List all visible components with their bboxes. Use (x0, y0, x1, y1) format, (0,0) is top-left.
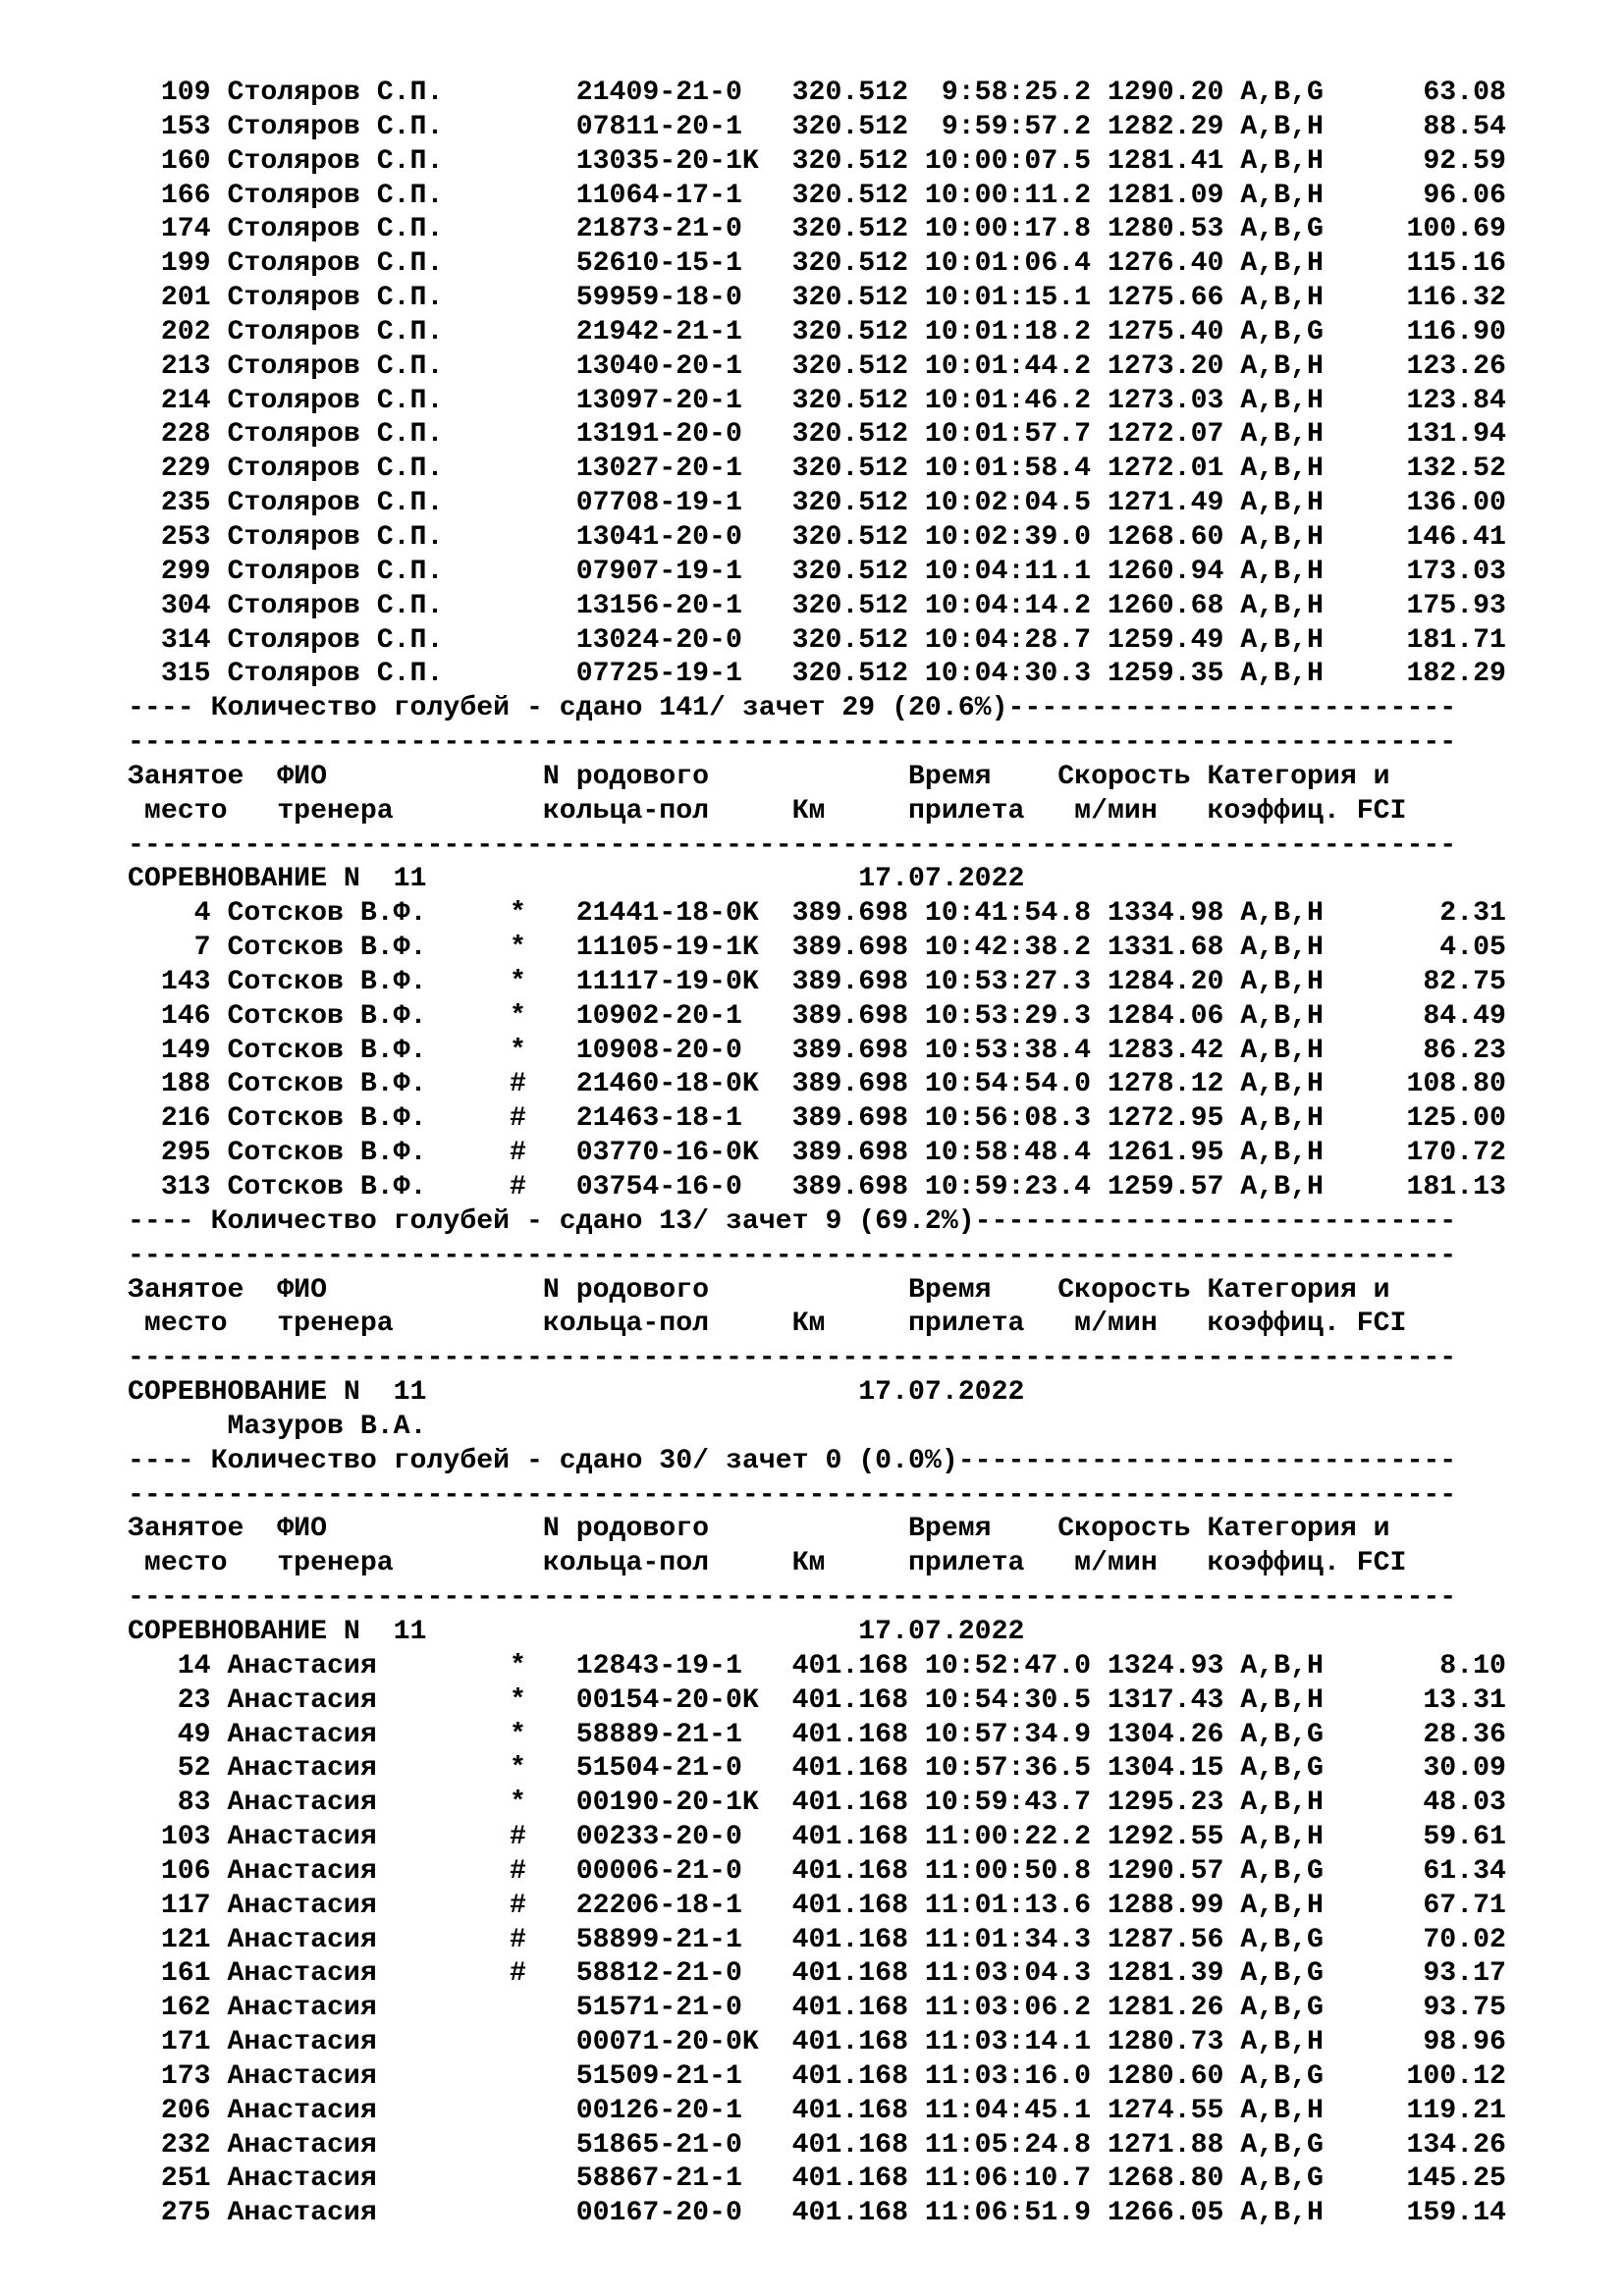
result-row: 304 Столяров С.П. 13156-20-1 320.512 10:04:14.2 1260.68 A,B,H 175.93 (128, 590, 1506, 621)
column-header-line: место тренера кольца-пол Км прилета м/мин коэффиц. FCI (128, 1548, 1407, 1579)
result-row: 162 Анастасия 51571-21-0 401.168 11:03:06.2 1281.26 A,B,G 93.75 (128, 1993, 1506, 2024)
column-header-line: Занятое ФИО N родового Время Скорость Категория и (128, 1514, 1390, 1545)
separator-line: -------------------------------------------------------------------------------- (128, 727, 1457, 759)
result-row: 201 Столяров С.П. 59959-18-0 320.512 10:01:15.1 1275.66 A,B,H 116.32 (128, 283, 1506, 314)
result-row: 153 Столяров С.П. 07811-20-1 320.512 9:59:57.2 1282.29 A,B,H 88.54 (128, 111, 1506, 142)
result-row: 206 Анастасия 00126-20-1 401.168 11:04:45.1 1274.55 A,B,H 119.21 (128, 2095, 1506, 2126)
result-row: 49 Анастасия * 58889-21-1 401.168 10:57:34.9 1304.26 A,B,G 28.36 (128, 1719, 1506, 1750)
result-row: 199 Столяров С.П. 52610-15-1 320.512 10:01:06.4 1276.40 A,B,H 115.16 (128, 248, 1506, 280)
result-row: 251 Анастасия 58867-21-1 401.168 11:06:10.7 1268.80 A,B,G 145.25 (128, 2163, 1506, 2195)
competition-header-line: СОРЕВНОВАНИЕ N 11 17.07.2022 (128, 1616, 1025, 1647)
separator-line: -------------------------------------------------------------------------------- (128, 1479, 1457, 1511)
result-row: 109 Столяров С.П. 21409-21-0 320.512 9:58:25.2 1290.20 A,B,G 63.08 (128, 78, 1506, 108)
result-row: 103 Анастасия # 00233-20-0 401.168 11:00:22.2 1292.55 A,B,H 59.61 (128, 1822, 1506, 1853)
result-row: 83 Анастасия * 00190-20-1K 401.168 10:59:43.7 1295.23 A,B,H 48.03 (128, 1788, 1506, 1819)
result-row: 7 Сотсков В.Ф. * 11105-19-1K 389.698 10:42:38.2 1331.68 A,B,H 4.05 (128, 933, 1506, 964)
result-row: 315 Столяров С.П. 07725-19-1 320.512 10:04:30.3 1259.35 A,B,H 182.29 (128, 659, 1506, 690)
separator-line: -------------------------------------------------------------------------------- (128, 1582, 1457, 1614)
result-row: 106 Анастасия # 00006-21-0 401.168 11:00:50.8 1290.57 A,B,G 61.34 (128, 1855, 1506, 1887)
result-row: 295 Сотсков В.Ф. # 03770-16-0K 389.698 10:58:48.4 1261.95 A,B,H 170.72 (128, 1138, 1506, 1169)
column-header-line: Занятое ФИО N родового Время Скорость Категория и (128, 761, 1390, 792)
result-row: 228 Столяров С.П. 13191-20-0 320.512 10:01:57.7 1272.07 A,B,H 131.94 (128, 419, 1506, 451)
result-row: 52 Анастасия * 51504-21-0 401.168 10:57:36.5 1304.15 A,B,G 30.09 (128, 1753, 1506, 1785)
column-header-line: Занятое ФИО N родового Время Скорость Категория и (128, 1274, 1390, 1306)
column-header-line: место тренера кольца-пол Км прилета м/мин коэффиц. FCI (128, 795, 1407, 827)
competition-header-line: СОРЕВНОВАНИЕ N 11 17.07.2022 (128, 864, 1025, 895)
result-row: 149 Сотсков В.Ф. * 10908-20-0 389.698 10:53:38.4 1283.42 A,B,H 86.23 (128, 1035, 1506, 1066)
result-row: 314 Столяров С.П. 13024-20-0 320.512 10:04:28.7 1259.49 A,B,H 181.71 (128, 624, 1506, 656)
result-row: 253 Столяров С.П. 13041-20-0 320.512 10:02:39.0 1268.60 A,B,H 146.41 (128, 521, 1506, 553)
summary-line: ---- Количество голубей - сдано 141/ зачет 29 (20.6%)--------------------------- (128, 693, 1457, 724)
result-row: 216 Сотсков В.Ф. # 21463-18-1 389.698 10:56:08.3 1272.95 A,B,H 125.00 (128, 1103, 1506, 1135)
summary-line: ---- Количество голубей - сдано 30/ зачет 0 (0.0%)------------------------------ (128, 1445, 1457, 1476)
competition-header-line: СОРЕВНОВАНИЕ N 11 17.07.2022 (128, 1377, 1025, 1409)
column-header-line: место тренера кольца-пол Км прилета м/мин коэффиц. FCI (128, 1308, 1407, 1340)
text-line: Мазуров В.А. (128, 1411, 427, 1442)
result-row: 299 Столяров С.П. 07907-19-1 320.512 10:04:11.1 1260.94 A,B,H 173.03 (128, 556, 1506, 587)
result-row: 188 Сотсков В.Ф. # 21460-18-0K 389.698 10:54:54.0 1278.12 A,B,H 108.80 (128, 1069, 1506, 1100)
result-row: 4 Сотсков В.Ф. * 21441-18-0K 389.698 10:41:54.8 1334.98 A,B,H 2.31 (128, 898, 1506, 930)
result-row: 235 Столяров С.П. 07708-19-1 320.512 10:02:04.5 1271.49 A,B,H 136.00 (128, 488, 1506, 519)
result-row: 161 Анастасия # 58812-21-0 401.168 11:03:04.3 1281.39 A,B,G 93.17 (128, 1958, 1506, 1990)
result-row: 173 Анастасия 51509-21-1 401.168 11:03:16.0 1280.60 A,B,G 100.12 (128, 2060, 1506, 2092)
result-row: 174 Столяров С.П. 21873-21-0 320.512 10:00:17.8 1280.53 A,B,G 100.69 (128, 214, 1506, 245)
result-row: 14 Анастасия * 12843-19-1 401.168 10:52:47.0 1324.93 A,B,H 8.10 (128, 1650, 1506, 1682)
result-row: 313 Сотсков В.Ф. # 03754-16-0 389.698 10:59:23.4 1259.57 A,B,H 181.13 (128, 1172, 1506, 1202)
result-row: 171 Анастасия 00071-20-0K 401.168 11:03:14.1 1280.73 A,B,H 98.96 (128, 2027, 1506, 2058)
result-row: 146 Сотсков В.Ф. * 10902-20-1 389.698 10:53:29.3 1284.06 A,B,H 84.49 (128, 1000, 1506, 1032)
separator-line: -------------------------------------------------------------------------------- (128, 1240, 1457, 1271)
result-row: 229 Столяров С.П. 13027-20-1 320.512 10:01:58.4 1272.01 A,B,H 132.52 (128, 454, 1506, 485)
result-row: 121 Анастасия # 58899-21-1 401.168 11:01:34.3 1287.56 A,B,G 70.02 (128, 1924, 1506, 1955)
result-row: 275 Анастасия 00167-20-0 401.168 11:06:51.9 1266.05 A,B,H 159.14 (128, 2198, 1506, 2229)
results-document (128, 77, 1600, 2231)
result-row: 117 Анастасия # 22206-18-1 401.168 11:01:13.6 1288.99 A,B,H 67.71 (128, 1890, 1506, 1921)
result-row: 213 Столяров С.П. 13040-20-1 320.512 10:01:44.2 1273.20 A,B,H 123.26 (128, 350, 1506, 382)
result-row: 232 Анастасия 51865-21-0 401.168 11:05:24.8 1271.88 A,B,G 134.26 (128, 2129, 1506, 2161)
separator-line: -------------------------------------------------------------------------------- (128, 1343, 1457, 1374)
result-row: 23 Анастасия * 00154-20-0K 401.168 10:54:30.5 1317.43 A,B,H 13.31 (128, 1684, 1506, 1716)
summary-line: ---- Количество голубей - сдано 13/ зачет 9 (69.2%)----------------------------- (128, 1205, 1457, 1237)
result-row: 143 Сотсков В.Ф. * 11117-19-0K 389.698 10:53:27.3 1284.20 A,B,H 82.75 (128, 966, 1506, 997)
result-row: 160 Столяров С.П. 13035-20-1K 320.512 10:00:07.5 1281.41 A,B,H 92.59 (128, 145, 1506, 177)
result-row: 202 Столяров С.П. 21942-21-1 320.512 10:01:18.2 1275.40 A,B,G 116.90 (128, 316, 1506, 347)
result-row: 214 Столяров С.П. 13097-20-1 320.512 10:01:46.2 1273.03 A,B,H 123.84 (128, 385, 1506, 416)
separator-line: -------------------------------------------------------------------------------- (128, 829, 1457, 861)
result-row: 166 Столяров С.П. 11064-17-1 320.512 10:00:11.2 1281.09 A,B,H 96.06 (128, 180, 1506, 211)
